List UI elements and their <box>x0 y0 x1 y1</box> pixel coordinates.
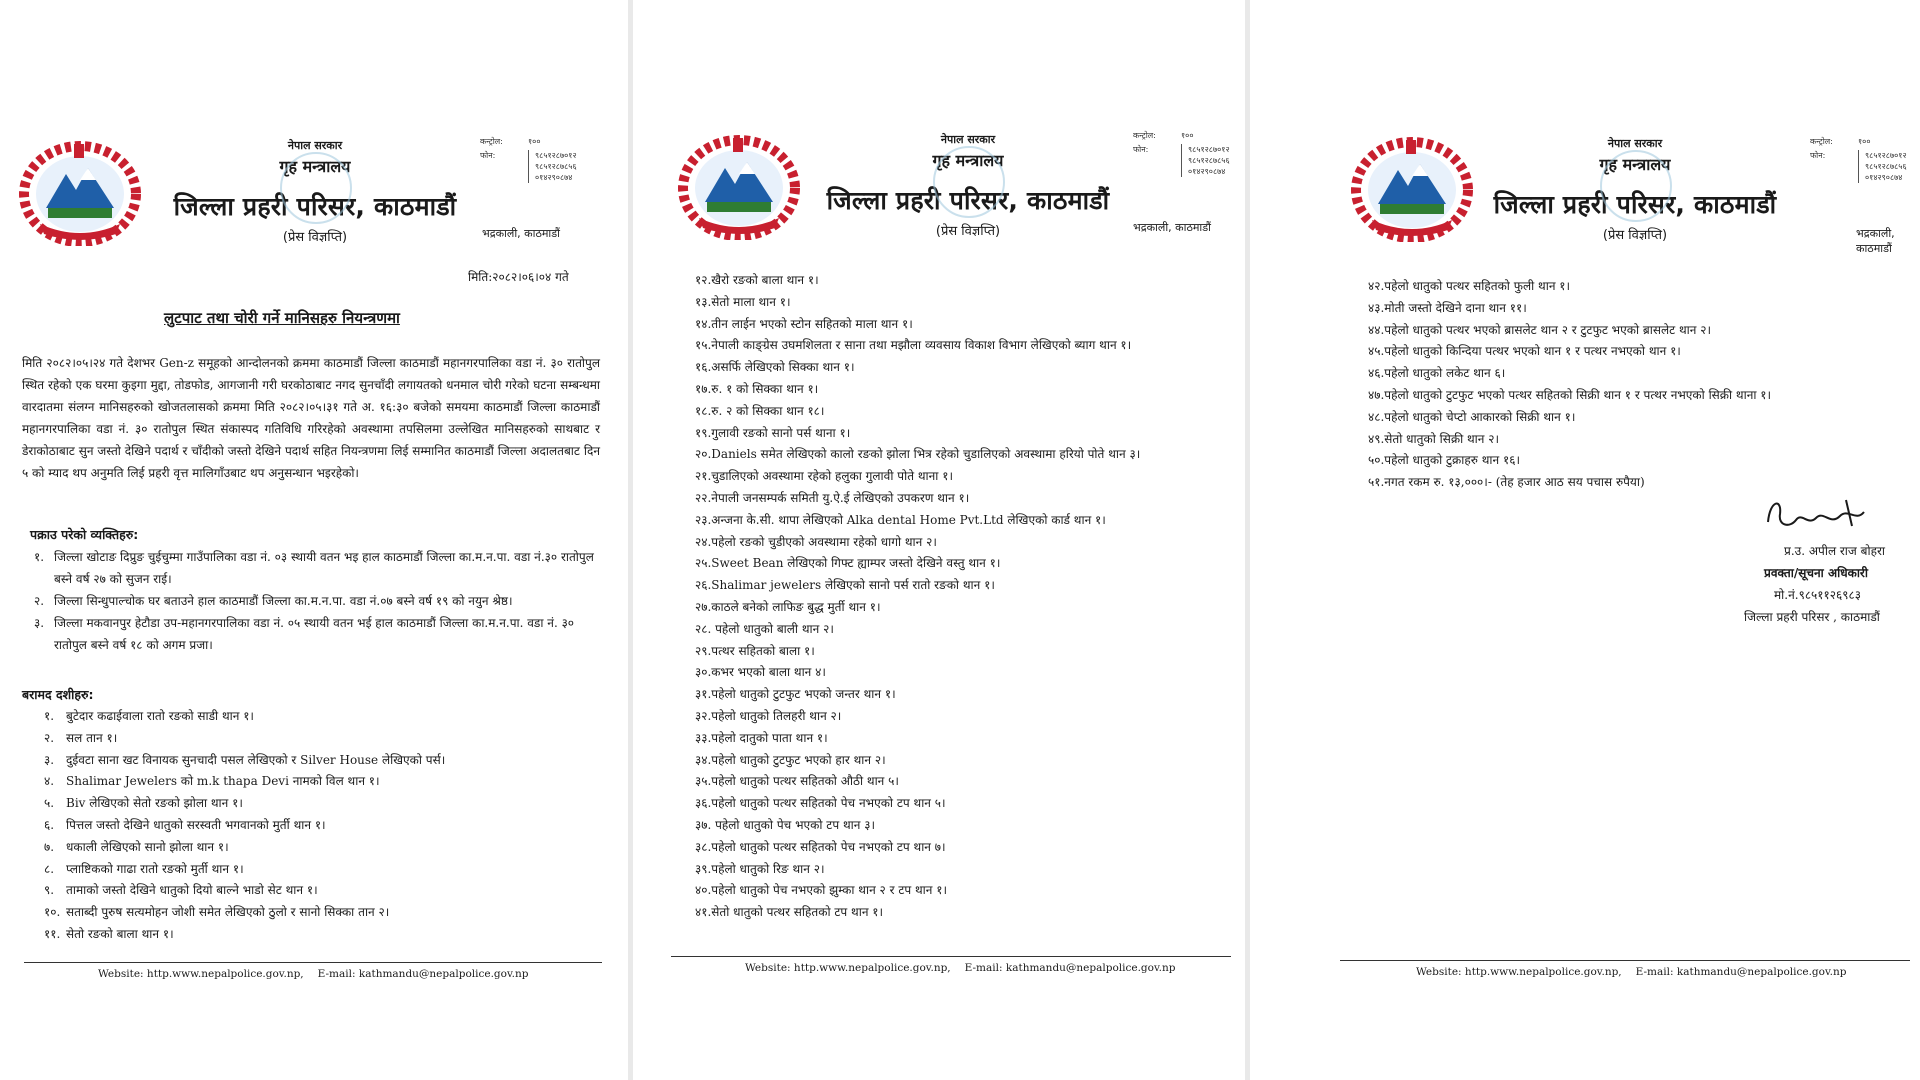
list-item: ४४.पहेलो धातुको पत्थर भएको ब्रासलेट थान २ र टुटफुट भएको ब्रासलेट थान २। <box>1368 322 1712 337</box>
item-number: १०. <box>44 905 61 920</box>
address: भद्रकाली, काठमाडौं <box>1133 221 1212 234</box>
phone-number: ९८५१२८७८५६ <box>1865 162 1907 171</box>
footer <box>745 962 1175 974</box>
control-value: १०० <box>528 137 541 146</box>
list-item: ४०.पहेलो धातुको पेच नभएको झुम्का थान २ र टप थान १। <box>695 883 948 898</box>
press-label: (प्रेस विज्ञप्ति) <box>282 230 348 245</box>
list-item <box>44 793 604 815</box>
footer-email-link[interactable]: E-mail: kathmandu@nepalpolice.gov.np <box>317 968 529 980</box>
signatory-block <box>1744 540 1885 628</box>
list-item: २५.Sweet Bean लेखिएको गिफ्ट ह्याम्पर जस्तो देखिने वस्तु थान १। <box>695 556 1001 571</box>
item-number: ११. <box>44 926 61 941</box>
list-item: २३.अन्जना के.सी. थापा लेखिएको Alka dental Home Pvt.Ltd लेखिएको कार्ड थान १। <box>695 512 1106 527</box>
list-item: ४१.सेतो धातुको पत्थर सहितको टप थान १। <box>695 905 884 920</box>
list-item <box>44 771 604 793</box>
list-item: ३३.पहेलो दातुको पाता थान १। <box>695 730 828 745</box>
phone-number: ९८५१२८७०१२ <box>1188 145 1230 154</box>
letterhead <box>1470 136 1800 243</box>
address: भद्रकाली, काठमाडौं <box>482 227 561 240</box>
list-item: ३८.पहेलो धातुको पत्थर सहितको पेच नभएको टप थान ७। <box>695 839 946 854</box>
control-label: कन्ट्रोल: <box>480 137 503 146</box>
release-date: मिति:२०८२।०६।०४ गते <box>468 270 569 284</box>
ministry-label: गृह मन्त्रालय <box>1599 155 1671 174</box>
list-item: २८. पहेलो धातुको बाली थान २। <box>695 621 834 636</box>
control-value: १०० <box>1858 137 1871 146</box>
item-text: जिल्ला मकवानपुर हेटौडा उप-महानगरपालिका वडा नं. ०५ स्थायी वतन भई हाल काठमाडौं जिल्ला का.म.न.पा. वडा नं. ३० रातोपुल बस्ने वर्ष १८ को अगम प्रजा। <box>54 616 575 652</box>
item-number: ३. <box>34 616 45 630</box>
seal-watermark <box>1600 150 1672 222</box>
list-item: १३.सेतो माला थान १। <box>695 294 791 309</box>
footer-divider <box>24 962 602 963</box>
letterhead <box>803 132 1133 239</box>
government-label: नेपाल सरकार <box>1607 137 1663 150</box>
list-item: ३०.कभर भएको बाला थान ४। <box>695 665 826 680</box>
recovered-heading: बरामद दशीहरु: <box>22 687 94 702</box>
item-text: जिल्ला खोटाङ दिप्रुङ चुईचुम्मा गाउँपालिका वडा नं. ०३ स्थायी वतन भइ हाल काठमाडौं जिल्ला का.म.न.पा. वडा नं.३० रातोपुल बस्ने वर्ष २७ को सुजन राई। <box>54 550 594 586</box>
recovered-items-list <box>695 270 1240 924</box>
contact-block <box>480 136 600 183</box>
seal-watermark <box>280 152 352 224</box>
item-text: सताब्दी पुरुष सत्यमोहन जोशी समेत लेखिएको ठुलो र सानो सिक्का तान २। <box>66 905 390 920</box>
footer-website-link[interactable]: Website: http.www.nepalpolice.gov.np, <box>98 968 304 980</box>
list-item: ३२.पहेलो धातुको तिलहरी थान २। <box>695 708 842 723</box>
list-item <box>44 728 604 750</box>
list-item: २७.काठले बनेको लाफिङ बुद्ध मुर्ती थान १। <box>695 599 881 614</box>
contact-block <box>1810 136 1918 183</box>
government-label: नेपाल सरकार <box>287 139 343 152</box>
list-item: ३७. पहेलो धातुको पेच भएको टप थान ३। <box>695 817 876 832</box>
page-2 <box>633 0 1245 1080</box>
list-item: १९.गुलावी रङको सानो पर्स थाना १। <box>695 425 851 440</box>
nepal-emblem-icon <box>1350 134 1474 242</box>
item-text: धकाली लेखिएको सानो झोला थान १। <box>66 839 229 854</box>
phone-number: ०१४२९०८७४ <box>1188 167 1226 176</box>
phone-label: फोन: <box>1133 145 1149 154</box>
item-text: प्लाष्टिकको गाढा रातो रङको मुर्ती थान १। <box>66 861 244 876</box>
phone-number: ९८५१२८७०१२ <box>1865 151 1907 160</box>
list-item <box>44 750 604 772</box>
nepal-emblem-icon <box>677 132 801 240</box>
item-text: Shalimar Jewelers को m.k thapa Devi नामको विल थान १। <box>66 774 380 789</box>
list-item: ३१.पहेलो धातुको टुटफुट भएको जन्तर थान १। <box>695 687 896 702</box>
list-item <box>44 859 604 881</box>
list-item: ३५.पहेलो धातुको पत्थर सहितको औठी थान ५। <box>695 774 899 789</box>
office-title: जिल्ला प्रहरी परिसर, काठमाडौं <box>1493 190 1777 219</box>
list-item: १४.तीन लाईन भएको स्टोन सहितको माला थान १। <box>695 316 913 331</box>
list-item <box>44 837 604 859</box>
item-text: सल तान १। <box>66 730 118 745</box>
list-item: १५.नेपाली काङ्ग्रेस उघमशिलता र साना तथा मझौला व्यवसाय विकाश विभाग लेखिएको ब्याग थान १। <box>695 338 1132 353</box>
phone-number: ९८५१२८७८५६ <box>1188 156 1230 165</box>
page-3 <box>1250 0 1920 1080</box>
press-label: (प्रेस विज्ञप्ति) <box>1602 228 1668 243</box>
phone-label: फोन: <box>480 151 496 160</box>
footer-divider <box>1340 960 1910 961</box>
list-item: ३४.पहेलो धातुको टुटफुट भएको हार थान २। <box>695 752 886 767</box>
footer-website-link[interactable]: Website: http.www.nepalpolice.gov.np, <box>745 962 951 974</box>
item-text: जिल्ला सिन्धुपाल्चोक घर बताउने हाल काठमाडौं जिल्ला का.म.न.पा. वडा नं.०७ बस्ने वर्ष १९ को नयुन श्रेष्ठ। <box>54 594 513 608</box>
item-number: ७. <box>44 839 55 854</box>
footer-email-link[interactable]: E-mail: kathmandu@nepalpolice.gov.np <box>1635 966 1847 978</box>
list-item: १६.असर्फि लेखिएको सिक्का थान १। <box>695 360 855 375</box>
footer-email-link[interactable]: E-mail: kathmandu@nepalpolice.gov.np <box>964 962 1176 974</box>
press-label: (प्रेस विज्ञप्ति) <box>935 224 1001 239</box>
ministry-label: गृह मन्त्रालय <box>279 157 351 176</box>
arrested-list <box>34 546 604 656</box>
arrested-heading: पक्राउ परेको व्यक्तिहरु: <box>30 527 139 542</box>
item-number: ६. <box>44 817 55 832</box>
list-item: ५१.नगत रकम रु. १३,०००।- (तेह हजार आठ सय पचास रुपैया) <box>1368 475 1645 490</box>
footer <box>1416 966 1846 978</box>
item-number: ८. <box>44 861 55 876</box>
government-label: नेपाल सरकार <box>940 133 996 146</box>
list-item: ३६.पहेलो धातुको पत्थर सहितको पेच नभएको टप थान ५। <box>695 796 946 811</box>
list-item: १२.खैरो रङको बाला थान १। <box>695 273 819 287</box>
control-label: कन्ट्रोल: <box>1810 137 1833 146</box>
item-number: ९. <box>44 883 55 898</box>
list-item: २९.पत्थर सहितको बाला १। <box>695 643 815 658</box>
seal-watermark <box>933 146 1005 218</box>
signatory-name: प्र.उ. अपील राज बोहरा <box>1784 544 1885 558</box>
footer-divider <box>671 956 1231 957</box>
item-text: पित्तल जस्तो देखिने धातुको सरस्वती भगवानको मुर्ती थान १। <box>66 817 326 832</box>
address: भद्रकाली, काठमाडौं <box>1856 227 1895 255</box>
list-item: १७.रु. १ को सिक्का थान १। <box>695 381 819 396</box>
list-item: २०.Daniels समेत लेखिएको कालो रङको झोला भित्र रहेको चुडालिएको अवस्थामा हरियो पोते थान ३। <box>695 447 1141 462</box>
control-value: १०० <box>1181 131 1194 140</box>
list-item <box>44 706 604 728</box>
phone-label: फोन: <box>1810 151 1826 160</box>
list-item <box>44 902 604 924</box>
list-item: २२.नेपाली जनसम्पर्क समिती यु.ऐ.ई लेखिएको उपकरण थान १। <box>695 490 970 505</box>
item-number: २. <box>44 730 55 745</box>
signatory-phone: मो.नं.९८५११२६९८३ <box>1774 588 1861 602</box>
item-number: ५. <box>44 796 55 811</box>
list-item <box>34 546 604 590</box>
nepal-emblem-icon <box>18 138 142 246</box>
item-number: १. <box>44 709 55 723</box>
recovered-items-list <box>44 706 604 946</box>
list-item: ३९.पहेलो धातुको रिङ थान २। <box>695 861 825 876</box>
phone-number: ०१४२९०८७४ <box>1865 173 1903 182</box>
control-label: कन्ट्रोल: <box>1133 131 1156 140</box>
signatory-office: जिल्ला प्रहरी परिसर , काठमाडौं <box>1744 610 1880 624</box>
footer <box>98 968 528 980</box>
list-item: २१.चुडालिएको अवस्थामा रहेको हलुका गुलावी पोते थाना १। <box>695 469 953 484</box>
list-item: ४८.पहेलो धातुको चेप्टो आकारको सिक्री थान १। <box>1368 409 1576 424</box>
item-number: ४. <box>44 774 55 789</box>
subject-heading: लुटपाट तथा चोरी गर्ने मानिसहरु नियन्त्रणमा <box>164 309 400 327</box>
letterhead <box>150 138 480 245</box>
list-item: ४२.पहेलो धातुको पत्थर सहितको फुली थान १। <box>1368 279 1571 293</box>
list-item <box>34 612 604 656</box>
list-item: ४६.पहेलो धातुको लकेट थान ६। <box>1368 366 1506 381</box>
recovered-items-list <box>1368 276 1908 494</box>
item-number: १. <box>34 550 45 564</box>
page-1 <box>0 0 628 1080</box>
signature-icon <box>1760 492 1870 540</box>
incident-paragraph: मिति २०८२।०५।२४ गते देशभर Gen-z समूहको आन्दोलनको क्रममा काठमाडौं जिल्ला काठमाडौं महानगरपालिका वडा नं. ३० रातोपुल स्थित रहेको एक घरमा कुइगा मुद्दा, तोडफोड, आगजानी गरी घरकोठाबाट नगद सुनचाँदी लगायतको धनमाल चोरी गरेको घटना सम्बन्धमा वारदातमा संलग्न मानिसहरुको खोजतलासको क्रममा मिति २०८२।०५।३१ गते अ. १६:३० बजेको समयमा काठमाडौं जिल्ला काठमाडौं महानगरपालिका वडा नं. ३० रातोपुल स्थित संकास्पद गतिविधि गरिरहेको अवस्थामा तपसिलमा उल्लेखित मानिसहरुको साथबाट र डेराकोठाबाट सुन जस्तो देखिने पदार्थ र चाँदीको जस्तो देखिने पदार्थ सहित नियन्त्रणमा लिई सम्मानित काठमाडौं जिल्ला अदालतबाट दिन ५ को म्याद थप अनुमति लिई प्रहरी वृत्त मालिगाँउबाट थप अनुसन्धान भइरहेको। <box>22 356 600 480</box>
item-text: दुईवटा साना खट विनायक सुनचादी पसल लेखिएको र Silver House लेखिएको पर्स। <box>66 752 446 767</box>
list-item: ४७.पहेलो धातुको टुटफुट भएको पत्थर सहितको सिक्री थान १ र पत्थर नभएको सिक्री थाना १। <box>1368 387 1772 402</box>
list-item: २४.पहेलो रङको चुडीएको अवस्थामा रहेको धागो थान २। <box>695 534 937 549</box>
footer-website-link[interactable]: Website: http.www.nepalpolice.gov.np, <box>1416 966 1622 978</box>
ministry-label: गृह मन्त्रालय <box>932 151 1004 170</box>
item-text: सेतो रङको बाला थान १। <box>66 926 174 941</box>
list-item <box>34 590 604 612</box>
list-item: १८.रु. २ को सिक्का थान १८। <box>695 403 825 418</box>
item-text: बुटेदार कढाईवाला रातो रङको साडी थान १। <box>66 709 254 723</box>
phone-number: ९८५१२८७८५६ <box>535 162 577 171</box>
phone-number: ०१४२९०८७४ <box>535 173 573 182</box>
office-title: जिल्ला प्रहरी परिसर, काठमाडौं <box>826 186 1110 215</box>
list-item <box>44 880 604 902</box>
list-item: २६.Shalimar jewelers लेखिएको सानो पर्स रातो रङको थान १। <box>695 578 995 593</box>
list-item: ५०.पहेलो धातुको टुक्राहरु थान १६। <box>1368 453 1521 468</box>
phone-number: ९८५१२८७०१२ <box>535 151 577 160</box>
office-title: जिल्ला प्रहरी परिसर, काठमाडौं <box>173 192 457 221</box>
item-number: ३. <box>44 752 55 767</box>
item-text: Biv लेखिएको सेतो रङको झोला थान १। <box>66 796 243 811</box>
list-item <box>44 815 604 837</box>
contact-block <box>1133 130 1243 177</box>
list-item: ४३.मोती जस्तो देखिने दाना थान ११। <box>1368 300 1527 315</box>
list-item: ४५.पहेलो धातुको किन्दिया पत्थर भएको थान १ र पत्थर नभएको थान १। <box>1368 344 1681 359</box>
signatory-title: प्रवक्ता/सूचना अधिकारी <box>1764 566 1868 580</box>
item-number: २. <box>34 594 45 608</box>
list-item: ४९.सेतो धातुको सिक्री थान २। <box>1368 431 1500 446</box>
list-item <box>44 924 604 946</box>
item-text: तामाको जस्तो देखिने धातुको दियो बाल्ने भाडो सेट थान १। <box>66 883 318 898</box>
